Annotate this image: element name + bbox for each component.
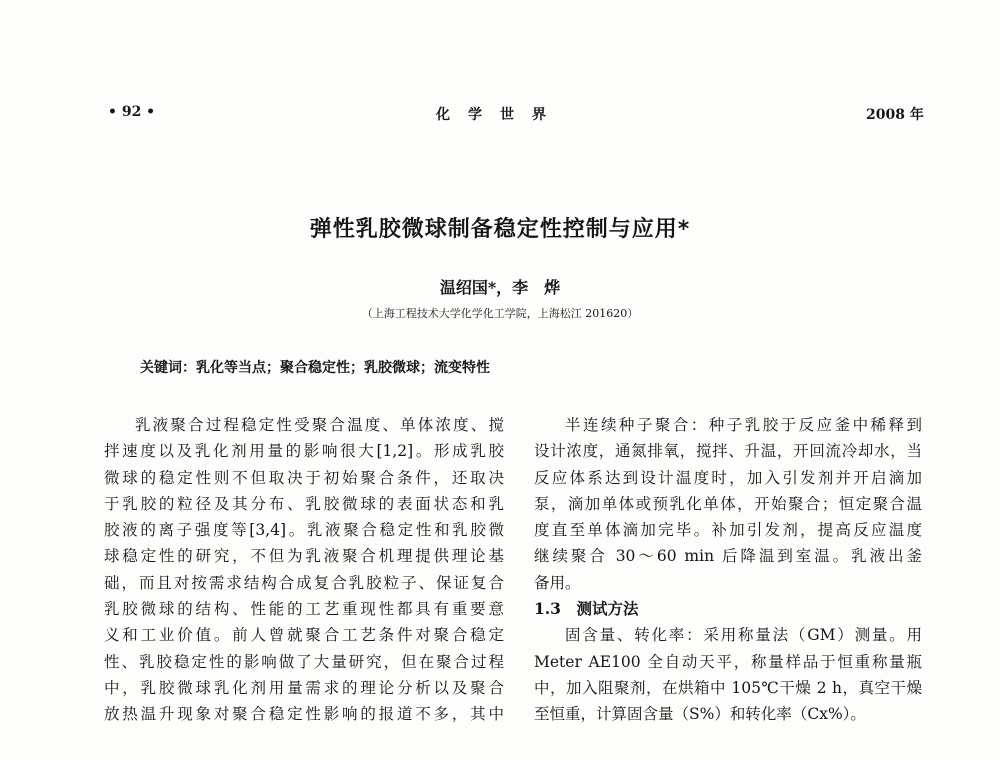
affiliation: （上海工程技术大学化学化工学院，上海松江 201620）: [361, 307, 639, 320]
text-line: 性、乳胶稳定性的影响做了大量研究，但在聚合过程: [104, 652, 504, 671]
text-line: 反应体系达到设计温度时，加入引发剂并开启滴加: [534, 468, 922, 487]
text-line: 于乳胶的粒径及其分布、乳胶微球的表面状态和乳: [104, 494, 504, 513]
text-line: 至恒重，计算固含量（S%）和转化率（Cx%）。: [534, 705, 866, 724]
text-line: Meter AE100 全自动天平，称量样品于恒重称量瓶: [534, 652, 922, 671]
authors: 温绍国*，李 烨: [439, 278, 561, 297]
text-line: 设计浓度，通氮排氧，搅拌、升温，开回流冷却水，当: [534, 442, 922, 461]
text-line: 乳胶微球的结构、性能的工艺重现性都具有重要意: [104, 600, 504, 619]
text-line: 乳液聚合过程稳定性受聚合温度、单体浓度、搅: [135, 416, 504, 434]
text-line: 固含量、转化率：采用称量法（GM）测量。用: [565, 626, 922, 645]
text-line: 泵，滴加单体或预乳化单体，开始聚合；恒定聚合温: [534, 494, 922, 513]
text-line: 度直至单体滴加完毕。补加引发剂，提高反应温度: [534, 521, 922, 540]
text-line: 半连续种子聚合：种子乳胶于反应釜中稀释到: [565, 416, 922, 434]
right-column: [534, 412, 922, 728]
text-line: 义和工业价值。前人曾就聚合工艺条件对聚合稳定: [104, 626, 504, 645]
text-line: 球稳定性的研究，不但为乳液聚合机理提供理论基: [104, 547, 504, 566]
text-line: 中，乳胶微球乳化剂用量需求的理论分析以及聚合: [104, 678, 504, 697]
text-line: 中，加入阻聚剂，在烘箱中 105℃干燥 2 h，真空干燥: [534, 678, 922, 697]
keywords: 关键词：乳化等当点；聚合稳定性；乳胶微球；流变特性: [140, 360, 490, 376]
text-line: 胶液的离子强度等[3,4]。乳液聚合稳定性和乳胶微: [104, 521, 504, 540]
text-line: 微球的稳定性则不但取决于初始聚合条件，还取决: [104, 468, 504, 487]
text-line: 备用。: [534, 573, 581, 592]
article-title: 弹性乳胶微球制备稳定性控制与应用*: [309, 217, 691, 242]
text-line: 继续聚合 30～60 min 后降温到室温。乳液出釜: [534, 547, 922, 566]
text-line: 放热温升现象对聚合稳定性影响的报道不多，其中: [104, 705, 504, 724]
left-column: [104, 412, 504, 728]
publication-year: 2008 年: [866, 107, 924, 123]
text-line: 础，而且对按需求结构合成复合乳胶粒子、保证复合: [104, 573, 504, 592]
text-line: 拌速度以及乳化剂用量的影响很大[1,2]。形成乳胶: [104, 442, 504, 461]
journal-name: 化学世界: [436, 107, 564, 123]
page-number: • 92 •: [108, 104, 156, 120]
section-heading: 1.3 测试方法: [534, 599, 639, 619]
